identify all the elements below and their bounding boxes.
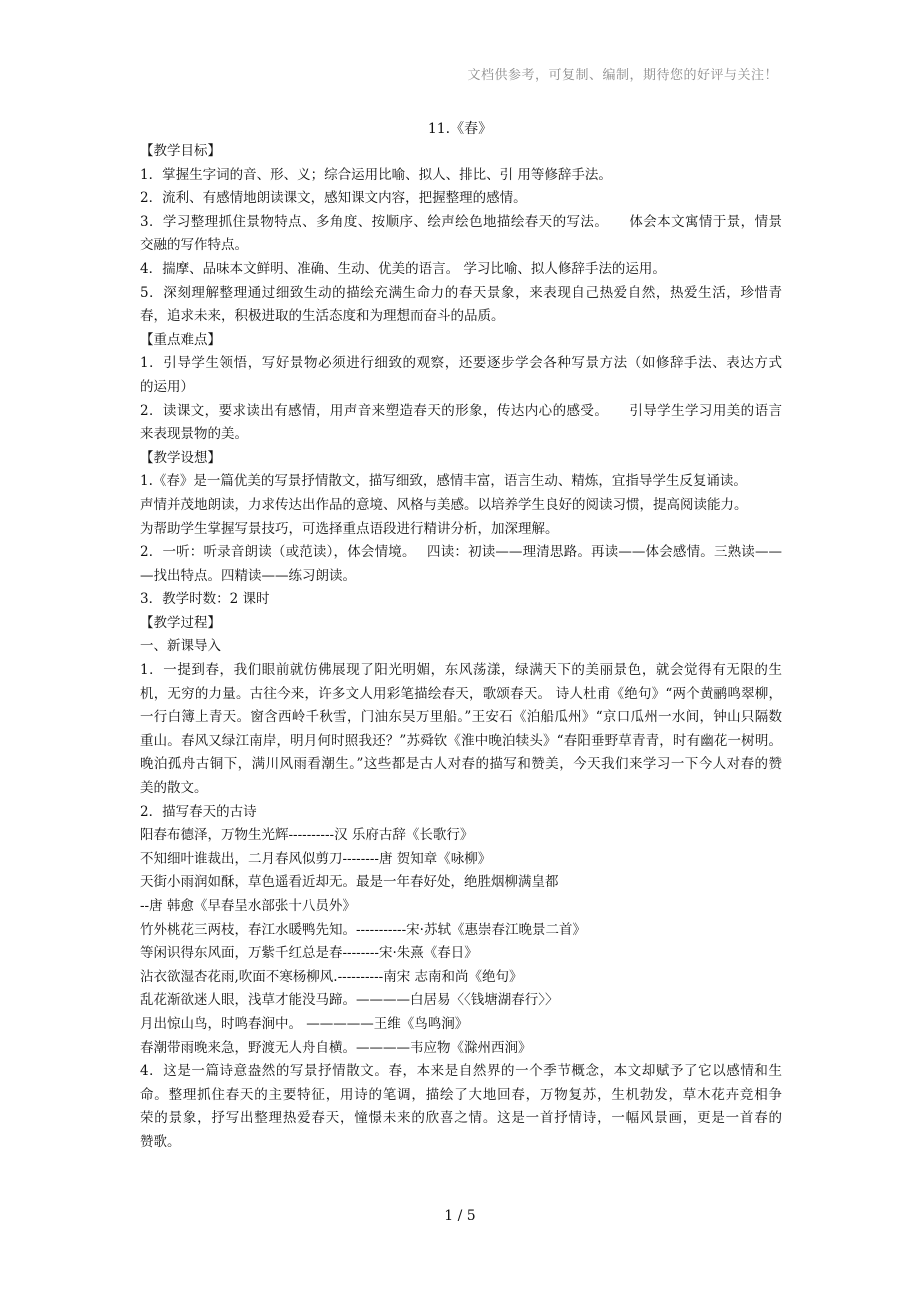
body-line: 为帮助学生掌握写景技巧，可选择重点语段进行精讲分析，加深理解。 <box>140 520 559 537</box>
body-line: 机，无穷的力量。古往今来，许多文人用彩笔描绘春天，歌颂春天。 诗人杜甫《绝句》“两个黄鹂鸣翠柳， <box>140 685 782 702</box>
body-line: 阳春布德泽，万物生光辉----------汉 乐府古辞《长歌行》 <box>140 827 474 844</box>
document-body <box>140 140 782 1155</box>
body-line: 【重点难点】 <box>140 331 221 348</box>
body-line: 一行白簿上青天。窗含西岭千秋雪，门油东吴万里船。”王安石《泊船瓜州》“京口瓜州一水间，钟山只隔数 <box>140 709 782 726</box>
body-line: 来表现景物的美。 <box>140 426 248 443</box>
body-line: 沾衣欲湿杏花雨,吹面不寒杨柳风.----------南宋 志南和尚《绝句》 <box>140 968 523 985</box>
body-line: 2．读课文，要求读出有感情，用声音来塑造春天的形象，传达内心的感受。 引导学生学习用美的语言 <box>140 402 782 419</box>
body-line: 2．描写春天的古诗 <box>140 803 257 820</box>
body-line: 春，追求未来，积极进取的生活态度和为理想而奋斗的品质。 <box>140 308 505 325</box>
header-note: 文档供参考，可复制、编制，期待您的好评与关注！ <box>467 68 778 83</box>
body-line: 春潮带雨晚来急，野渡无人舟自横。————韦应物《滁州西涧》 <box>140 1039 532 1056</box>
body-line: 【教学目标】 <box>140 143 221 159</box>
body-line: 晚泊孤舟古铜下，满川风雨看潮生。”这些都是古人对春的描写和赞美，今天我们来学习一下今人对春的赞 <box>140 756 782 773</box>
body-line: 赞歌。 <box>140 1133 181 1150</box>
body-line: 美的散文。 <box>140 780 208 797</box>
body-line: 1．一提到春，我们眼前就仿佛展现了阳光明媚，东风荡漾，绿满天下的美丽景色，就会觉得有无限的生 <box>140 662 782 679</box>
document-title: 11.《春》 <box>427 121 493 137</box>
body-line: 等闲识得东风面，万紫千红总是春--------宋·朱熹《春日》 <box>140 945 478 962</box>
body-line: 1.《春》是一篇优美的写景抒情散文，描写细致，感情丰富，语言生动、精炼，宜指导学生反复诵读。 <box>140 473 747 490</box>
body-line: 2．流利、有感情地朗读课文，感知课文内容，把握整理的感情。 <box>140 190 527 207</box>
body-line: 声情并茂地朗读，力求传达出作品的意境、风格与美感。以培养学生良好的阅读习惯，提高阅读能力。 <box>140 496 748 513</box>
body-line: 一、新课导入 <box>140 638 221 655</box>
body-line: 5．深刻理解整理通过细致生动的描绘充满生命力的春天景象，来表现自己热爱自然，热爱生活，珍惜青 <box>140 284 782 301</box>
page-number: 1 / 5 <box>444 1208 476 1224</box>
body-line: --唐 韩愈《早春呈水部张十八员外》 <box>140 898 356 914</box>
body-line: 3．教学时数：2 课时 <box>140 591 270 608</box>
body-line: —找出特点。四精读——练习朗读。 <box>140 567 356 584</box>
body-line: 荣的景象，抒写出整理热爱春天，憧憬未来的欣喜之情。这是一首抒情诗，一幅风景画，更是一首春的 <box>140 1110 782 1127</box>
body-line: 天街小雨润如酥，草色遥看近却无。最是一年春好处，绝胜烟柳满皇都 <box>140 874 559 891</box>
body-line: 的运用） <box>140 378 194 395</box>
body-line: 2．一听：听录音朗读（或范读），体会情境。 四读：初读——理清思路。再读——体会感情。三熟读—— <box>140 544 782 561</box>
body-line: 命。整理抓住春天的主要特征，用诗的笔调，描绘了大地回春，万物复苏，生机勃发，草木花卉竞相争 <box>140 1086 782 1103</box>
body-line: 【教学过程】 <box>140 614 221 631</box>
body-line: 交融的写作特点。 <box>140 237 248 254</box>
body-line: 3．学习整理抓住景物特点、多角度、按顺序、绘声绘色地描绘春天的写法。 体会本文寓情于景，情景 <box>140 213 782 230</box>
body-line: 乱花渐欲迷人眼，浅草才能没马蹄。————白居易〈〈钱塘湖春行〉〉 <box>140 992 559 1009</box>
body-line: 重山。春风又绿江南岸，明月何时照我还？”苏舜钦《淮中晚泊犊头》“春阳垂野草青青，时有幽花一树明。 <box>140 732 782 749</box>
body-line: 1．引导学生领悟，写好景物必须进行细致的观察，还要逐步学会各种写景方法（如修辞手法、表达方式 <box>140 355 782 372</box>
body-line: 不知细叶谁裁出，二月春风似剪刀--------唐 贺知章《咏柳》 <box>140 850 492 867</box>
body-line: 月出惊山鸟，时鸣春涧中。 —————王维《鸟鸣涧》 <box>140 1015 469 1032</box>
body-line: 4．这是一篇诗意盎然的写景抒情散文。春，本来是自然界的一个季节概念，本文却赋予了它以感情和生 <box>140 1063 782 1080</box>
body-line: 竹外桃花三两枝，春江水暖鸭先知。-----------宋·苏轼《惠崇春江晚景二首》 <box>140 921 586 938</box>
body-line: 【教学设想】 <box>140 449 221 466</box>
body-line: 4．揣摩、品味本文鲜明、准确、生动、优美的语言。 学习比喻、拟人修辞手法的运用。 <box>140 260 666 277</box>
body-line: 1．掌握生字词的音、形、义；综合运用比喻、拟人、排比、引 用等修辞手法。 <box>140 166 612 183</box>
